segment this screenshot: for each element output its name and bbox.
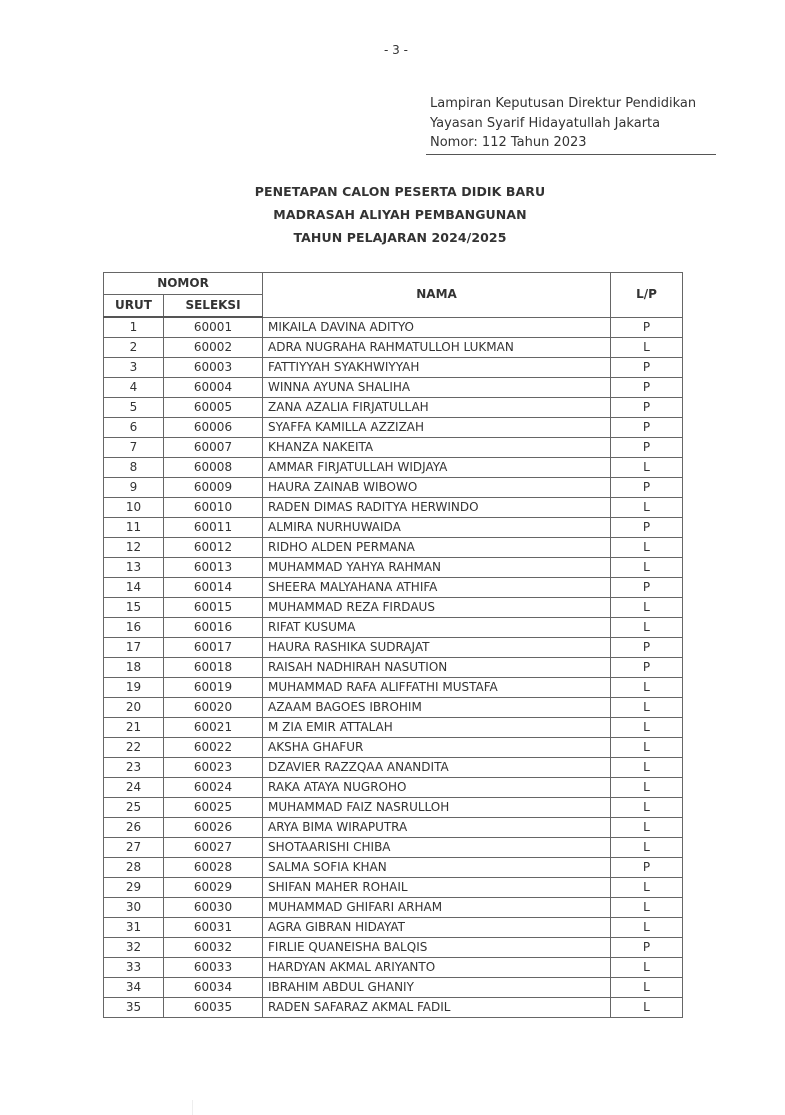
cell-seleksi: 60006: [164, 418, 263, 438]
cell-nama: RAKA ATAYA NUGROHO: [263, 778, 611, 798]
cell-lp: P: [611, 658, 683, 678]
cell-nama: SHEERA MALYAHANA ATHIFA: [263, 578, 611, 598]
cell-urut: 16: [104, 618, 164, 638]
cell-urut: 1: [104, 317, 164, 338]
table-row: [104, 718, 683, 738]
cell-seleksi: 60013: [164, 558, 263, 578]
cell-urut: 33: [104, 958, 164, 978]
table-row: [104, 958, 683, 978]
cell-lp: L: [611, 978, 683, 998]
cell-seleksi: 60035: [164, 998, 263, 1018]
title-line: MADRASAH ALIYAH PEMBANGUNAN: [273, 207, 527, 222]
cell-urut: 12: [104, 538, 164, 558]
cell-nama: RADEN DIMAS RADITYA HERWINDO: [263, 498, 611, 518]
cell-seleksi: 60023: [164, 758, 263, 778]
cell-seleksi: 60003: [164, 358, 263, 378]
cell-urut: 29: [104, 878, 164, 898]
cell-nama: ADRA NUGRAHA RAHMATULLOH LUKMAN: [263, 338, 611, 358]
cell-nama: MIKAILA DAVINA ADITYO: [263, 317, 611, 338]
cell-nama: HAURA ZAINAB WIBOWO: [263, 478, 611, 498]
student-roster-table: [103, 272, 683, 1018]
attachment-line: Lampiran Keputusan Direktur Pendidikan: [430, 96, 697, 111]
cell-lp: L: [611, 598, 683, 618]
cell-nama: SALMA SOFIA KHAN: [263, 858, 611, 878]
cell-nama: MUHAMMAD YAHYA RAHMAN: [263, 558, 611, 578]
cell-nama: MUHAMMAD GHIFARI ARHAM: [263, 898, 611, 918]
table-row: [104, 998, 683, 1018]
cell-seleksi: 60015: [164, 598, 263, 618]
cell-lp: L: [611, 718, 683, 738]
cell-seleksi: 60026: [164, 818, 263, 838]
cell-urut: 22: [104, 738, 164, 758]
cell-lp: L: [611, 458, 683, 478]
cell-lp: L: [611, 778, 683, 798]
cell-nama: ZANA AZALIA FIRJATULLAH: [263, 398, 611, 418]
cell-seleksi: 60032: [164, 938, 263, 958]
cell-lp: L: [611, 538, 683, 558]
cell-nama: ALMIRA NURHUWAIDA: [263, 518, 611, 538]
table-row: [104, 598, 683, 618]
cell-seleksi: 60016: [164, 618, 263, 638]
cell-lp: L: [611, 838, 683, 858]
header-urut: URUT: [104, 295, 164, 318]
cell-seleksi: 60033: [164, 958, 263, 978]
cell-nama: FATTIYYAH SYAKHWIYYAH: [263, 358, 611, 378]
cell-seleksi: 60031: [164, 918, 263, 938]
cell-nama: AKSHA GHAFUR: [263, 738, 611, 758]
table-row: [104, 478, 683, 498]
cell-nama: RAISAH NADHIRAH NASUTION: [263, 658, 611, 678]
cell-nama: DZAVIER RAZZQAA ANANDITA: [263, 758, 611, 778]
table-row: [104, 418, 683, 438]
header-lp: L/P: [611, 273, 683, 318]
table-row: [104, 538, 683, 558]
cell-seleksi: 60009: [164, 478, 263, 498]
cell-nama: WINNA AYUNA SHALIHA: [263, 378, 611, 398]
cell-seleksi: 60007: [164, 438, 263, 458]
table-row: [104, 378, 683, 398]
cell-lp: L: [611, 758, 683, 778]
cell-nama: SHIFAN MAHER ROHAIL: [263, 878, 611, 898]
table-row: [104, 938, 683, 958]
cell-seleksi: 60005: [164, 398, 263, 418]
cell-lp: L: [611, 998, 683, 1018]
cell-lp: L: [611, 878, 683, 898]
cell-urut: 4: [104, 378, 164, 398]
attachment-reference: [430, 94, 716, 153]
cell-urut: 28: [104, 858, 164, 878]
cell-lp: P: [611, 578, 683, 598]
cell-lp: L: [611, 738, 683, 758]
cell-seleksi: 60025: [164, 798, 263, 818]
cell-seleksi: 60027: [164, 838, 263, 858]
cell-urut: 30: [104, 898, 164, 918]
cell-seleksi: 60011: [164, 518, 263, 538]
cell-lp: P: [611, 358, 683, 378]
cell-urut: 9: [104, 478, 164, 498]
table-row: [104, 778, 683, 798]
table-row: [104, 738, 683, 758]
table-row: [104, 858, 683, 878]
cell-nama: KHANZA NAKEITA: [263, 438, 611, 458]
cell-lp: L: [611, 558, 683, 578]
cell-urut: 24: [104, 778, 164, 798]
table-header: [104, 273, 683, 318]
table-row: [104, 438, 683, 458]
cell-seleksi: 60030: [164, 898, 263, 918]
cell-nama: SYAFFA KAMILLA AZZIZAH: [263, 418, 611, 438]
cell-lp: P: [611, 378, 683, 398]
table-row: [104, 317, 683, 338]
cell-seleksi: 60020: [164, 698, 263, 718]
title-line: PENETAPAN CALON PESERTA DIDIK BARU: [254, 184, 546, 199]
table-row: [104, 458, 683, 478]
header-nomor: NOMOR: [104, 273, 263, 295]
cell-seleksi: 60018: [164, 658, 263, 678]
cell-nama: HARDYAN AKMAL ARIYANTO: [263, 958, 611, 978]
table-row: [104, 638, 683, 658]
cell-seleksi: 60028: [164, 858, 263, 878]
cell-urut: 19: [104, 678, 164, 698]
attachment-underline: [426, 154, 716, 155]
scan-artifact: [192, 1100, 193, 1115]
cell-lp: L: [611, 618, 683, 638]
cell-urut: 18: [104, 658, 164, 678]
cell-lp: L: [611, 698, 683, 718]
cell-nama: RADEN SAFARAZ AKMAL FADIL: [263, 998, 611, 1018]
title-line: TAHUN PELAJARAN 2024/2025: [293, 230, 507, 245]
cell-lp: P: [611, 938, 683, 958]
cell-urut: 23: [104, 758, 164, 778]
attachment-line: Yayasan Syarif Hidayatullah Jakarta: [430, 115, 661, 131]
cell-urut: 10: [104, 498, 164, 518]
page-number: - 3 -: [384, 43, 408, 57]
cell-urut: 21: [104, 718, 164, 738]
cell-nama: MUHAMMAD FAIZ NASRULLOH: [263, 798, 611, 818]
cell-seleksi: 60010: [164, 498, 263, 518]
table-row: [104, 878, 683, 898]
cell-seleksi: 60034: [164, 978, 263, 998]
table-row: [104, 558, 683, 578]
cell-urut: 17: [104, 638, 164, 658]
cell-urut: 13: [104, 558, 164, 578]
cell-nama: FIRLIE QUANEISHA BALQIS: [263, 938, 611, 958]
cell-nama: AMMAR FIRJATULLAH WIDJAYA: [263, 458, 611, 478]
table-row: [104, 698, 683, 718]
cell-nama: M ZIA EMIR ATTALAH: [263, 718, 611, 738]
table-row: [104, 398, 683, 418]
cell-seleksi: 60014: [164, 578, 263, 598]
cell-urut: 34: [104, 978, 164, 998]
cell-urut: 11: [104, 518, 164, 538]
cell-seleksi: 60004: [164, 378, 263, 398]
cell-lp: P: [611, 398, 683, 418]
header-seleksi: SELEKSI: [164, 295, 263, 318]
table-row: [104, 678, 683, 698]
cell-seleksi: 60001: [164, 317, 263, 338]
cell-urut: 6: [104, 418, 164, 438]
table-row: [104, 758, 683, 778]
cell-lp: L: [611, 338, 683, 358]
cell-lp: L: [611, 918, 683, 938]
cell-seleksi: 60022: [164, 738, 263, 758]
cell-urut: 27: [104, 838, 164, 858]
cell-seleksi: 60012: [164, 538, 263, 558]
cell-urut: 15: [104, 598, 164, 618]
cell-lp: P: [611, 418, 683, 438]
table-row: [104, 818, 683, 838]
cell-lp: P: [611, 317, 683, 338]
cell-urut: 8: [104, 458, 164, 478]
cell-urut: 2: [104, 338, 164, 358]
table-row: [104, 838, 683, 858]
cell-nama: RIDHO ALDEN PERMANA: [263, 538, 611, 558]
cell-urut: 35: [104, 998, 164, 1018]
cell-lp: L: [611, 818, 683, 838]
table-body: [104, 317, 683, 1018]
table-row: [104, 978, 683, 998]
cell-seleksi: 60019: [164, 678, 263, 698]
cell-lp: P: [611, 518, 683, 538]
cell-nama: IBRAHIM ABDUL GHANIY: [263, 978, 611, 998]
cell-nama: SHOTAARISHI CHIBA: [263, 838, 611, 858]
cell-lp: P: [611, 438, 683, 458]
cell-nama: RIFAT KUSUMA: [263, 618, 611, 638]
cell-seleksi: 60029: [164, 878, 263, 898]
table-row: [104, 578, 683, 598]
cell-seleksi: 60008: [164, 458, 263, 478]
cell-urut: 26: [104, 818, 164, 838]
table-row: [104, 658, 683, 678]
cell-nama: MUHAMMAD REZA FIRDAUS: [263, 598, 611, 618]
cell-lp: L: [611, 958, 683, 978]
cell-urut: 3: [104, 358, 164, 378]
attachment-line: Nomor: 112 Tahun 2023: [430, 135, 587, 150]
cell-lp: L: [611, 798, 683, 818]
cell-nama: AGRA GIBRAN HIDAYAT: [263, 918, 611, 938]
cell-urut: 14: [104, 578, 164, 598]
cell-lp: L: [611, 678, 683, 698]
table-row: [104, 618, 683, 638]
cell-lp: P: [611, 478, 683, 498]
document-title: [200, 180, 600, 249]
table-row: [104, 918, 683, 938]
cell-lp: L: [611, 898, 683, 918]
cell-urut: 20: [104, 698, 164, 718]
cell-nama: HAURA RASHIKA SUDRAJAT: [263, 638, 611, 658]
header-nama: NAMA: [263, 273, 611, 318]
table-row: [104, 338, 683, 358]
cell-seleksi: 60017: [164, 638, 263, 658]
cell-lp: P: [611, 638, 683, 658]
cell-urut: 31: [104, 918, 164, 938]
cell-urut: 32: [104, 938, 164, 958]
table-row: [104, 518, 683, 538]
cell-lp: L: [611, 498, 683, 518]
cell-urut: 7: [104, 438, 164, 458]
cell-urut: 5: [104, 398, 164, 418]
table-row: [104, 898, 683, 918]
cell-seleksi: 60024: [164, 778, 263, 798]
cell-nama: MUHAMMAD RAFA ALIFFATHI MUSTAFA: [263, 678, 611, 698]
cell-seleksi: 60002: [164, 338, 263, 358]
cell-nama: AZAAM BAGOES IBROHIM: [263, 698, 611, 718]
cell-nama: ARYA BIMA WIRAPUTRA: [263, 818, 611, 838]
cell-urut: 25: [104, 798, 164, 818]
table-row: [104, 358, 683, 378]
table-row: [104, 498, 683, 518]
cell-lp: P: [611, 858, 683, 878]
table-row: [104, 798, 683, 818]
cell-seleksi: 60021: [164, 718, 263, 738]
